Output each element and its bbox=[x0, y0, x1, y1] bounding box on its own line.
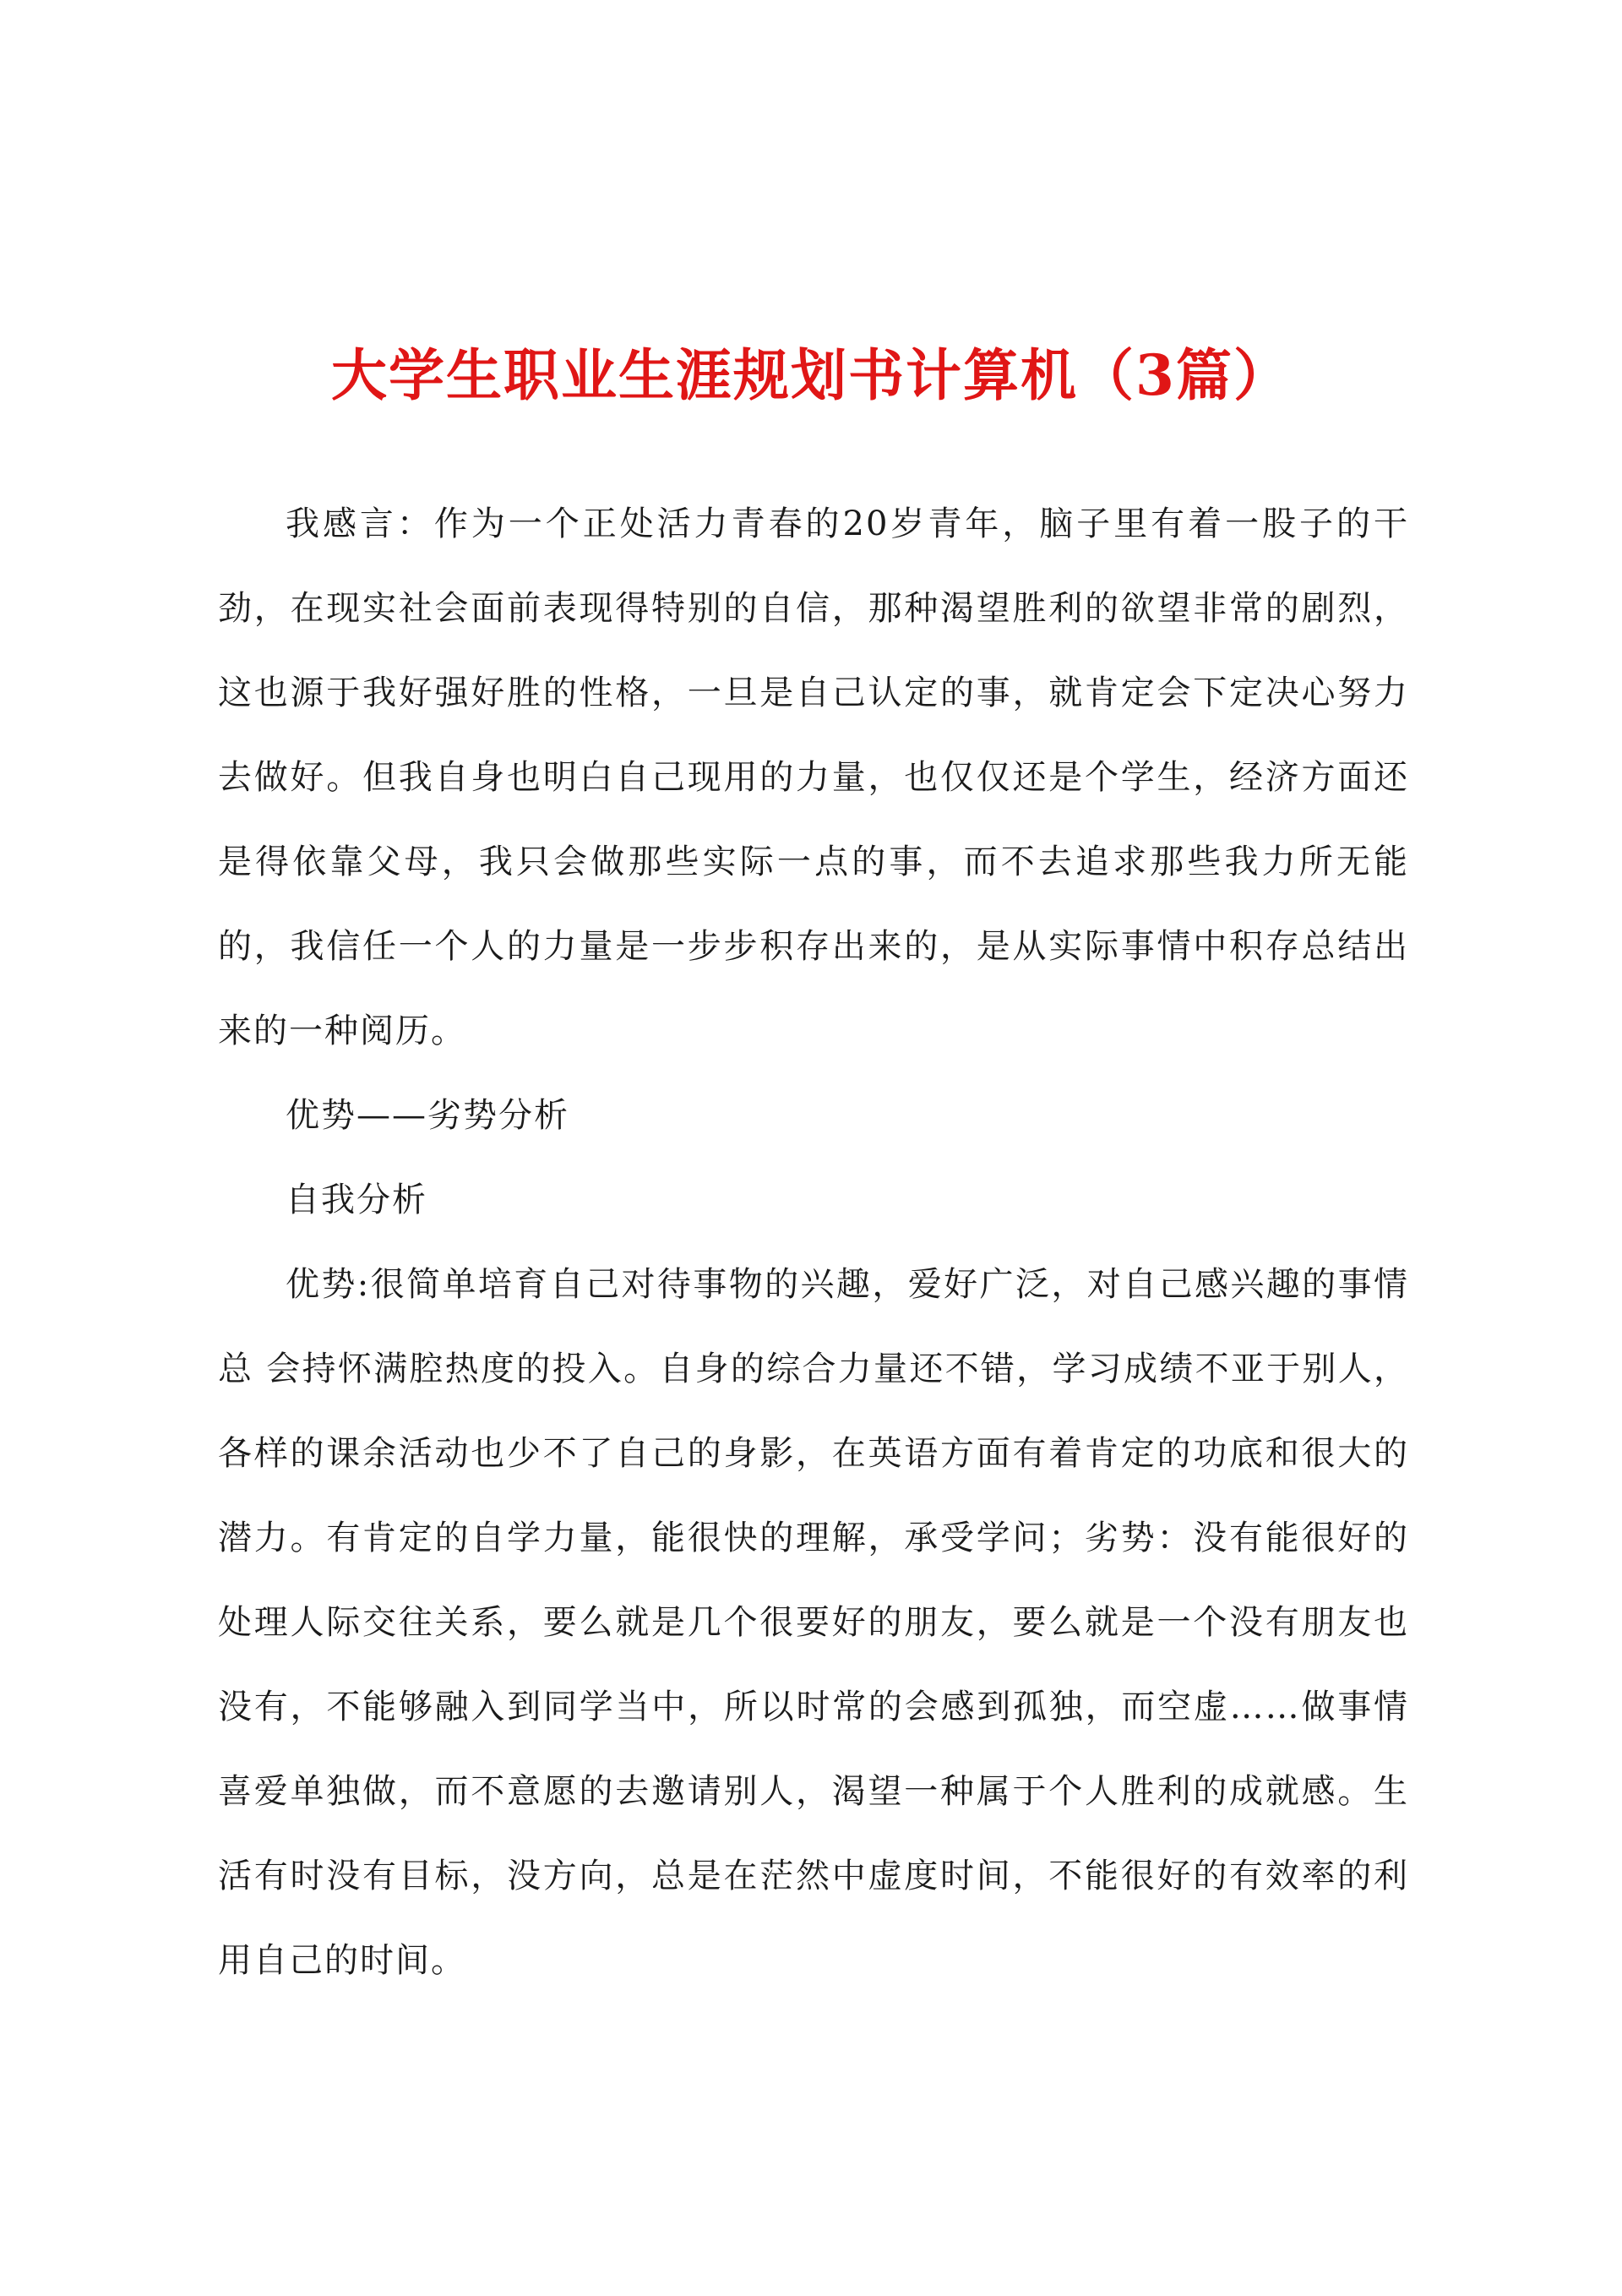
section-heading-swot: 优势——劣势分析 bbox=[286, 1096, 569, 1135]
document-body bbox=[218, 482, 1409, 2003]
paragraph-reflection: 我感言：作为一个正处活力青春的20岁青年，脑子里有着一股子的干劲，在现实社会面前表现得特别的自信，那种渴望胜利的欲望非常的剧烈，这也源于我好强好胜的性格，一旦是自己认定的事，就肯定会下定决心努力去做好。但我自身也明白自己现用的力量，也仅仅还是个学生，经济方面还是得依靠父母，我只会做那些实际一点的事，而不去追求那些我力所无能的，我信任一个人的力量是一步步积存出来的，是从实际事情中积存总结出来的一种阅历。 bbox=[218, 504, 1409, 1050]
document-title: 大学生职业生涯规划书计算机（3篇） bbox=[331, 342, 1291, 408]
section-heading-self-analysis: 自我分析 bbox=[286, 1181, 427, 1219]
paragraph-strengths-weaknesses: 优势:很简单培育自己对待事物的兴趣，爱好广泛，对自己感兴趣的事情总 会持怀满腔热度的投入。自身的综合力量还不错，学习成绩不亚于别人，各样的课余活动也少不了自己的身影，在英语方面有着肯定的功底和很大的潜力。有肯定的自学力量，能很快的理解，承受学问；劣势：没有能很好的处理人际交往关系，要么就是几个很要好的朋友，要么就是一个没有朋友也没有，不能够融入到同学当中，所以时常的会感到孤独，而空虚……做事情喜爱单独做，而不意愿的去邀请别人，渴望一种属于个人胜利的成就感。生活有时没有目标，没方向，总是在茫然中虚度时间，不能很好的有效率的利用自己的时间。 bbox=[218, 1265, 1409, 1980]
